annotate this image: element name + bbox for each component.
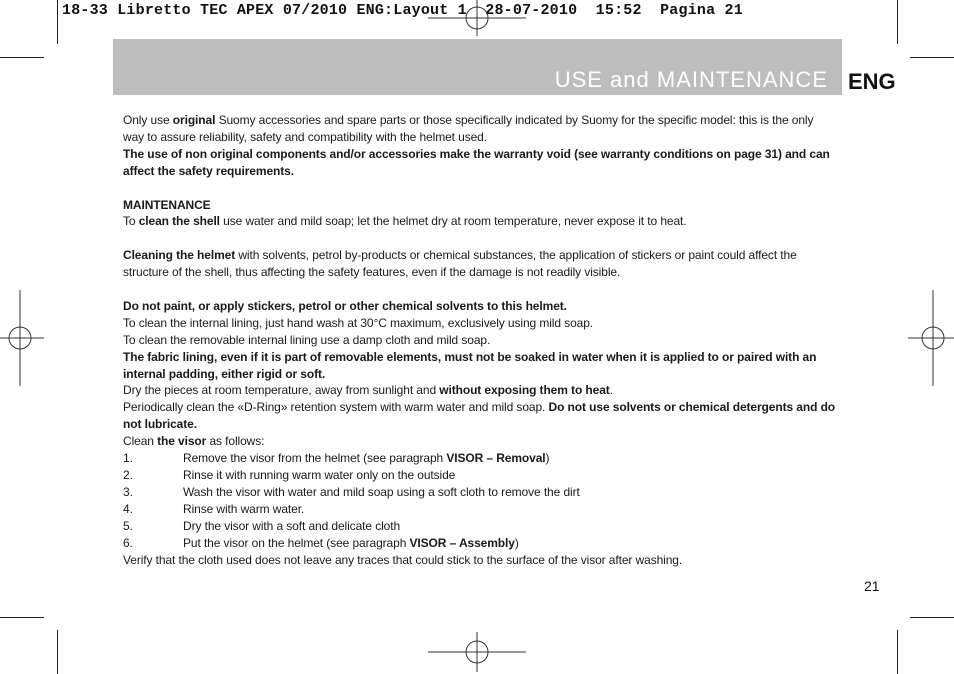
paragraph-clean-shell: To clean the shell use water and mild soap; let the helmet dry at room temperature, never expose it to heat.: [123, 214, 687, 229]
paragraph-cleaning-helmet: Cleaning the helmet with solvents, petrol by-products or chemical substances, the application of stickers or paint could affect the structure of the shell, thus affecting the safety features, even if the damage is not readily visible.: [123, 248, 797, 280]
paragraph-d-ring: Periodically clean the «D-Ring» retention system with warm water and mild soap. Do not use solvents or chemical detergents and do not lubricate.: [123, 400, 836, 432]
list-item: 4. Rinse with warm water.: [123, 501, 305, 516]
registration-mark-top-icon: [428, 0, 526, 36]
list-item: 5. Dry the visor with a soft and delicate cloth: [123, 518, 401, 533]
crop-mark-bottom-right-horizontal: [910, 617, 954, 618]
paragraph-internal-lining: To clean the internal lining, just hand wash at 30°C maximum, exclusively using mild soap.: [123, 315, 594, 330]
section-header-bar: [113, 39, 842, 95]
paragraph-do-not-paint: Do not paint, or apply stickers, petrol or other chemical solvents to this helmet.: [123, 298, 567, 313]
crop-mark-top-left-horizontal: [0, 57, 44, 58]
registration-mark-right-icon: [908, 290, 954, 386]
paragraph-clean-visor: Clean the visor as follows:: [123, 434, 265, 449]
crop-mark-bottom-right-vertical: [897, 630, 898, 674]
registration-mark-left-icon: [0, 290, 44, 386]
paragraph-original-parts: Only use original Suomy accessories and spare parts or those specifically indicated by Suomy for the specific model: this is the only way to assure reliability, safety and compatibility with the helmet used.: [123, 113, 814, 144]
language-label: ENG: [848, 69, 896, 94]
body-text: [123, 112, 837, 568]
registration-mark-bottom-icon: [428, 632, 526, 672]
paragraph-warranty-warning: The use of non original components and/or accessories make the warranty void (see warranty conditions on page 31) and can affect the safety requirements.: [123, 146, 830, 178]
crop-mark-bottom-left-horizontal: [0, 617, 44, 618]
crop-mark-top-right-horizontal: [910, 57, 954, 58]
paragraph-dry-pieces: Dry the pieces at room temperature, away from sunlight and without exposing them to heat.: [123, 383, 613, 398]
section-title: USE and MAINTENANCE: [554, 67, 828, 92]
list-item: 6. Put the visor on the helmet (see paragraph VISOR – Assembly): [123, 535, 519, 550]
crop-mark-top-right-vertical: [897, 0, 898, 44]
maintenance-heading: MAINTENANCE: [123, 197, 211, 212]
print-slug: 18-33 Libretto TEC APEX 07/2010 ENG:Layout 1 28-07-2010 15:52 Pagina 21: [62, 2, 743, 19]
list-item: 1. Remove the visor from the helmet (see paragraph VISOR – Removal): [123, 451, 550, 466]
crop-mark-top-left-vertical: [57, 0, 58, 44]
paragraph-removable-lining: To clean the removable internal lining use a damp cloth and mild soap.: [123, 332, 491, 347]
paragraph-verify-cloth: Verify that the cloth used does not leave any traces that could stick to the surface of the visor after washing.: [123, 552, 683, 567]
page-number: 21: [864, 578, 880, 594]
paragraph-fabric-lining: The fabric lining, even if it is part of removable elements, must not be soaked in water when it is applied to or paired with an internal padding, either rigid or soft.: [123, 349, 817, 381]
crop-mark-bottom-left-vertical: [57, 630, 58, 674]
list-item: 2. Rinse it with running warm water only on the outside: [123, 467, 456, 482]
list-item: 3. Wash the visor with water and mild soap using a soft cloth to remove the dirt: [123, 484, 580, 499]
